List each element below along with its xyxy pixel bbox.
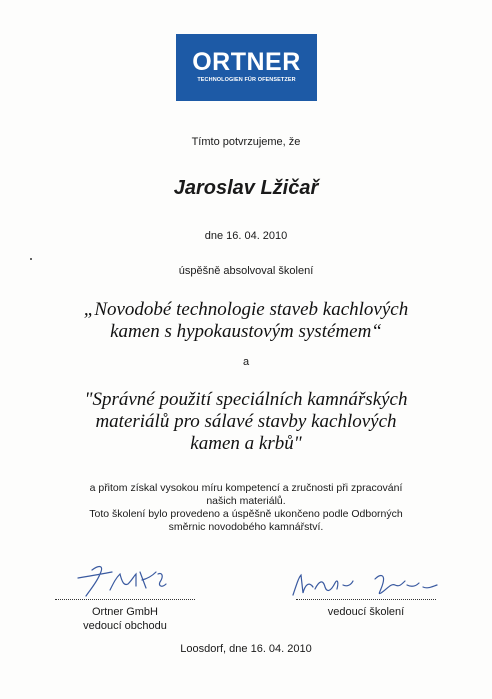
conjunction-text: a bbox=[242, 356, 250, 368]
course2-line2: materiálů pro sálavé stavby kachlových bbox=[95, 411, 397, 432]
right-signature-caption bbox=[286, 605, 446, 619]
body-line4: směrnic novodobého kamnářství. bbox=[168, 521, 324, 533]
course2-line3: kamen a krbů" bbox=[190, 433, 302, 454]
course2-line1: "Správné použití speciálních kamnářských bbox=[84, 389, 408, 410]
logo-wordmark: ORTNER bbox=[192, 48, 301, 76]
course1-line1: „Novodobé technologie staveb kachlových bbox=[83, 299, 409, 320]
left-signature-caption bbox=[45, 605, 205, 633]
body-line1: a přitom získal vysokou míru kompetencí a zručnosti při zpracování bbox=[89, 482, 403, 494]
place-date: Loosdorf, dne 16. 04. 2010 bbox=[180, 643, 312, 655]
left-signature-line bbox=[55, 599, 195, 600]
body-line3: Toto školení bylo provedeno a úspěšně ukončeno podle Odborných bbox=[89, 508, 403, 520]
left-company: Ortner GmbH bbox=[91, 606, 158, 618]
body-line2: našich materiálů. bbox=[206, 495, 286, 507]
intro-text: Tímto potvrzujeme, že bbox=[191, 136, 301, 148]
logo-tagline: TECHNOLOGIEN FÜR OFENSETZER bbox=[197, 77, 296, 83]
ortner-logo bbox=[176, 34, 317, 101]
left-role: vedoucí obchodu bbox=[83, 620, 167, 632]
stray-dot bbox=[30, 258, 32, 260]
right-signature-line bbox=[296, 599, 436, 600]
recipient-name: Jaroslav Lžičař bbox=[173, 177, 319, 199]
left-signature bbox=[70, 560, 180, 602]
date-line: dne 16. 04. 2010 bbox=[204, 230, 288, 242]
right-role: vedoucí školení bbox=[327, 606, 405, 618]
course1-line2: kamen s hypokaustovým systémem“ bbox=[110, 321, 382, 342]
completed-text: úspěšně absolvoval školení bbox=[178, 265, 314, 277]
